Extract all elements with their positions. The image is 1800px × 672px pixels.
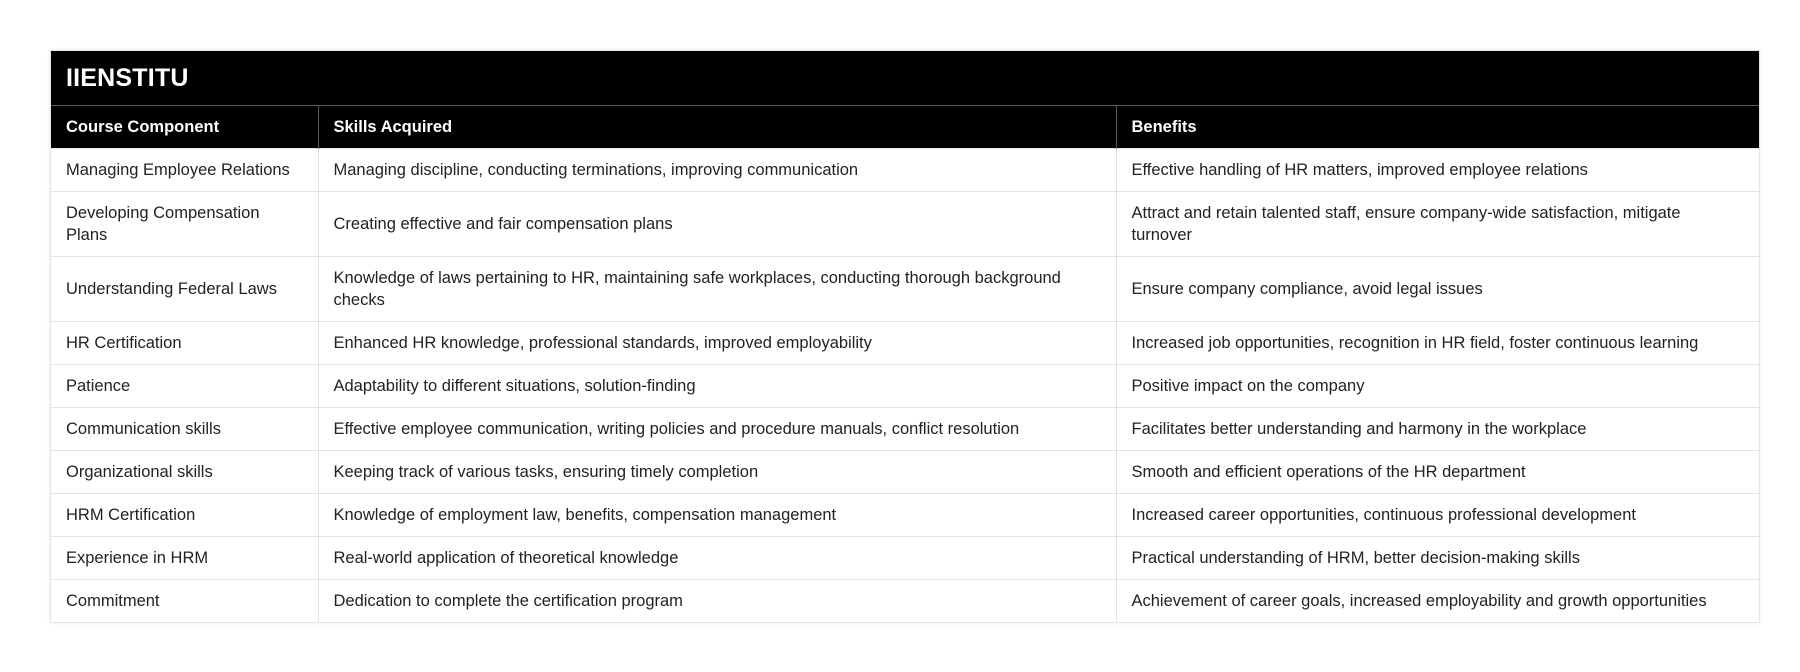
header-row [51, 106, 1759, 149]
cell-course-component: HR Certification [51, 322, 318, 365]
cell-skills-acquired: Adaptability to different situations, solution-finding [318, 365, 1116, 408]
cell-skills-acquired: Creating effective and fair compensation plans [318, 192, 1116, 257]
cell-skills-acquired: Dedication to complete the certification program [318, 580, 1116, 623]
table-row [51, 537, 1759, 580]
cell-skills-acquired: Managing discipline, conducting terminations, improving communication [318, 149, 1116, 192]
table-row [51, 192, 1759, 257]
cell-course-component: Communication skills [51, 408, 318, 451]
cell-course-component: Patience [51, 365, 318, 408]
cell-course-component: Managing Employee Relations [51, 149, 318, 192]
cell-skills-acquired: Effective employee communication, writing policies and procedure manuals, conflict resolution [318, 408, 1116, 451]
cell-course-component: Experience in HRM [51, 537, 318, 580]
table-title: IIENSTITU [51, 51, 1759, 105]
table-row [51, 408, 1759, 451]
cell-course-component: Understanding Federal Laws [51, 257, 318, 322]
column-header-course-component: Course Component [51, 106, 318, 149]
cell-benefits: Facilitates better understanding and harmony in the workplace [1116, 408, 1759, 451]
column-header-skills-acquired: Skills Acquired [318, 106, 1116, 149]
table-row [51, 365, 1759, 408]
cell-benefits: Increased job opportunities, recognition in HR field, foster continuous learning [1116, 322, 1759, 365]
cell-course-component: Organizational skills [51, 451, 318, 494]
table-row [51, 149, 1759, 192]
data-table [51, 105, 1759, 622]
table-row [51, 580, 1759, 623]
cell-course-component: Commitment [51, 580, 318, 623]
cell-benefits: Attract and retain talented staff, ensure company-wide satisfaction, mitigate turnover [1116, 192, 1759, 257]
cell-benefits: Increased career opportunities, continuous professional development [1116, 494, 1759, 537]
table-row [51, 451, 1759, 494]
table-card [50, 50, 1760, 623]
cell-skills-acquired: Enhanced HR knowledge, professional standards, improved employability [318, 322, 1116, 365]
cell-skills-acquired: Knowledge of employment law, benefits, compensation management [318, 494, 1116, 537]
table-row [51, 322, 1759, 365]
cell-skills-acquired: Keeping track of various tasks, ensuring timely completion [318, 451, 1116, 494]
cell-benefits: Ensure company compliance, avoid legal issues [1116, 257, 1759, 322]
table-row [51, 257, 1759, 322]
cell-benefits: Positive impact on the company [1116, 365, 1759, 408]
cell-benefits: Practical understanding of HRM, better decision-making skills [1116, 537, 1759, 580]
cell-course-component: Developing Compensation Plans [51, 192, 318, 257]
cell-benefits: Achievement of career goals, increased employability and growth opportunities [1116, 580, 1759, 623]
table-row [51, 494, 1759, 537]
cell-benefits: Smooth and efficient operations of the HR department [1116, 451, 1759, 494]
cell-benefits: Effective handling of HR matters, improved employee relations [1116, 149, 1759, 192]
cell-skills-acquired: Knowledge of laws pertaining to HR, maintaining safe workplaces, conducting thorough background checks [318, 257, 1116, 322]
column-header-benefits: Benefits [1116, 106, 1759, 149]
cell-course-component: HRM Certification [51, 494, 318, 537]
cell-skills-acquired: Real-world application of theoretical knowledge [318, 537, 1116, 580]
